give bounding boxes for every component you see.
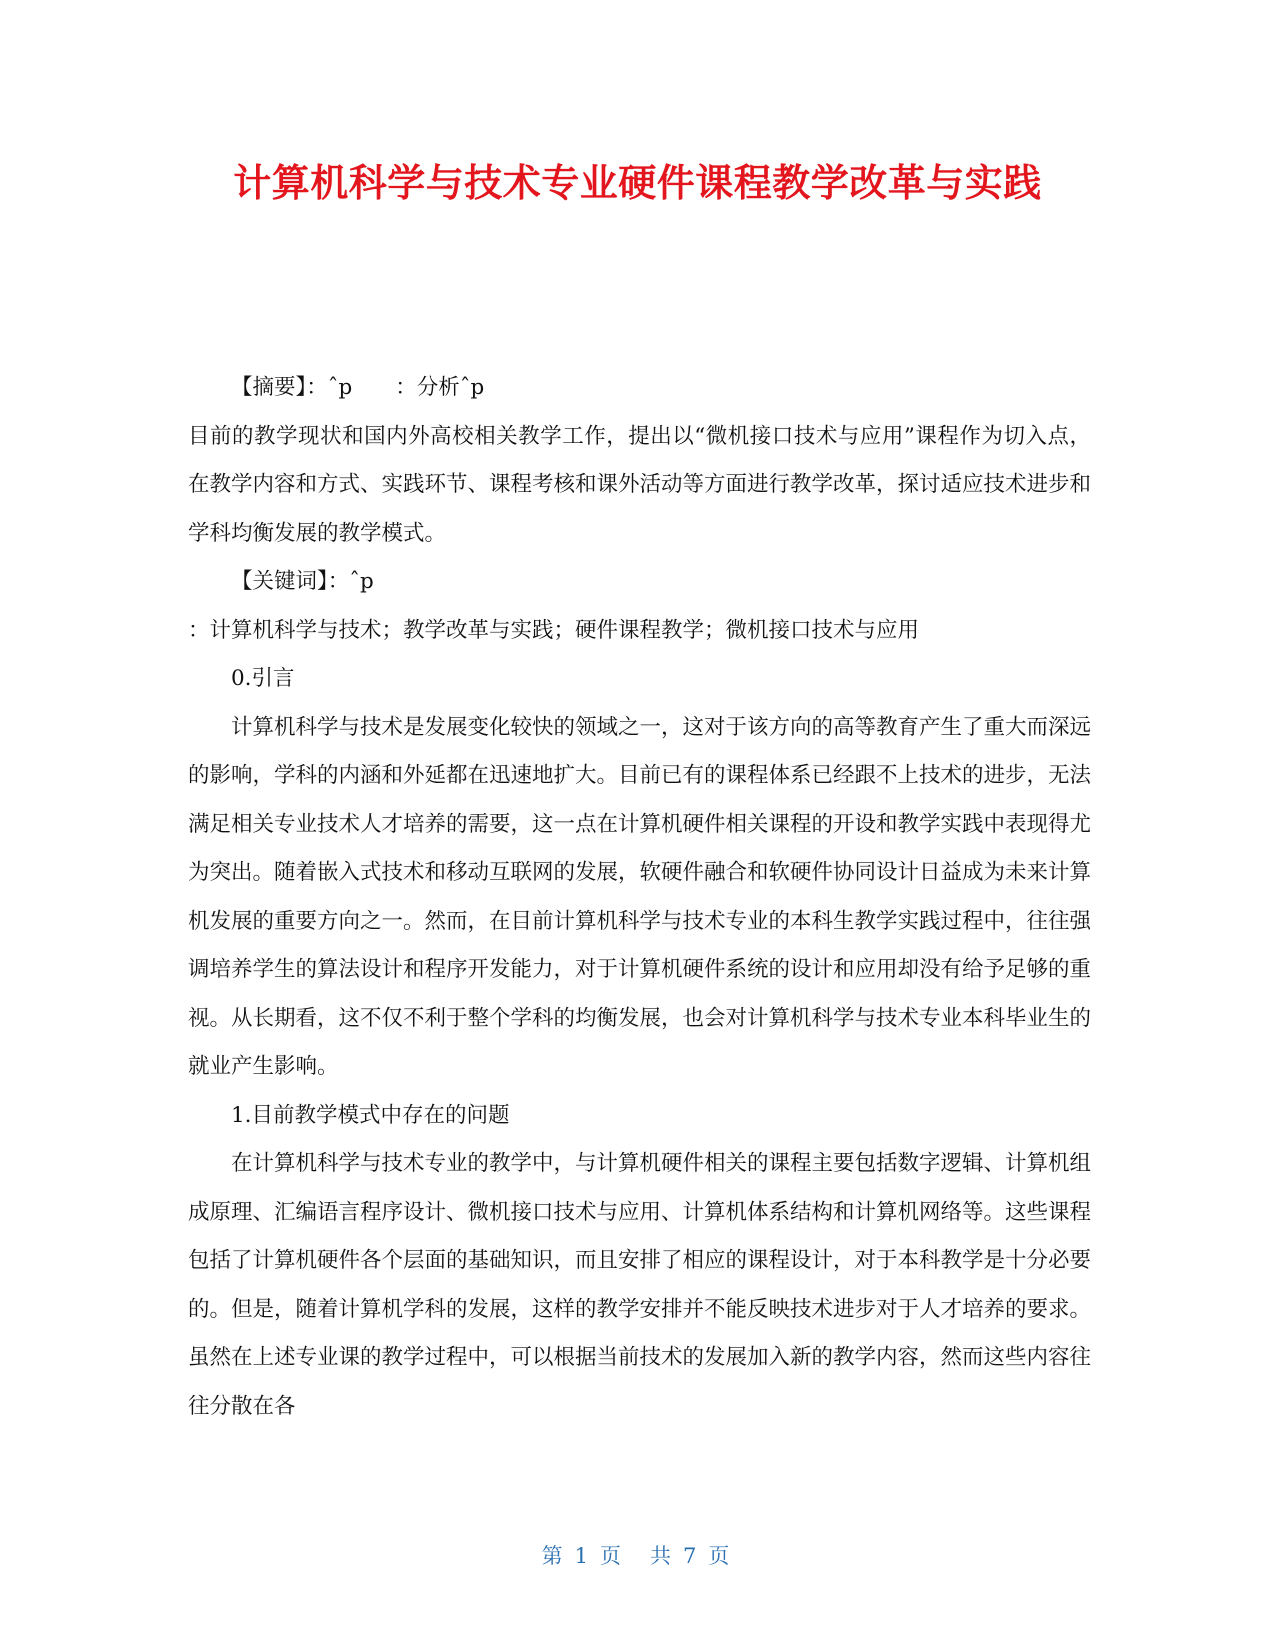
footer-total-pages: 7: [683, 1544, 701, 1568]
footer-prefix: 第: [541, 1544, 567, 1568]
footer-suffix: 页: [708, 1544, 734, 1568]
document-title: 计算机科学与技术专业硬件课程教学改革与实践: [233, 161, 1042, 205]
section-heading-introduction: 0.引言: [231, 666, 295, 691]
abstract-label: 【摘要】：ˆp ：分析ˆp: [231, 375, 485, 400]
document-body: [188, 364, 1091, 1431]
keywords-label: 【关键词】：ˆp: [231, 569, 374, 594]
footer-middle: 页 共: [600, 1544, 675, 1568]
keywords-text: ：计算机科学与技术；教学改革与实践；硬件课程教学；微机接口技术与应用: [188, 617, 920, 643]
problems-paragraph: 在计算机科学与技术专业的教学中，与计算机硬件相关的课程主要包括数字逻辑、计算机组成原理、汇编语言程序设计、微机接口技术与应用、计算机体系结构和计算机网络等。这些课程包括了计算机硬件各个层面的基础知识，而且安排了相应的课程设计，对于本科教学是十分必要的。但是，随着计算机学科的发展，这样的教学安排并不能反映技术进步对于人才培养的要求。虽然在上述专业课的教学过程中，可以根据当前技术的发展加入新的教学内容，然而这些内容往往分散在各: [188, 1151, 1092, 1419]
footer-page-number: 1: [574, 1544, 592, 1568]
introduction-paragraph: 计算机科学与技术是发展变化较快的领域之一，这对于该方向的高等教育产生了重大而深远的影响，学科的内涵和外延都在迅速地扩大。目前已有的课程体系已经跟不上技术的进步，无法满足相关专业技术人才培养的需要，这一点在计算机硬件相关课程的开设和教学实践中表现得尤为突出。随着嵌入式技术和移动互联网的发展，软硬件融合和软硬件协同设计日益成为未来计算机发展的重要方向之一。然而，在目前计算机科学与技术专业的本科生教学实践过程中，往往强调培养学生的算法设计和程序开发能力，对于计算机硬件系统的设计和应用却没有给予足够的重视。从长期看，这不仅不利于整个学科的均衡发展，也会对计算机科学与技术专业本科毕业生的就业产生影响。: [188, 714, 1092, 1079]
abstract-text: 目前的教学现状和国内外高校相关教学工作，提出以“微机接口技术与应用”课程作为切入点，在教学内容和方式、实践环节、课程考核和课外活动等方面进行教学改革，探讨适应技术进步和学科均衡发展的教学模式。: [188, 423, 1092, 546]
page-footer: [0, 1540, 1275, 1570]
section-heading-problems: 1.目前教学模式中存在的问题: [231, 1102, 510, 1128]
